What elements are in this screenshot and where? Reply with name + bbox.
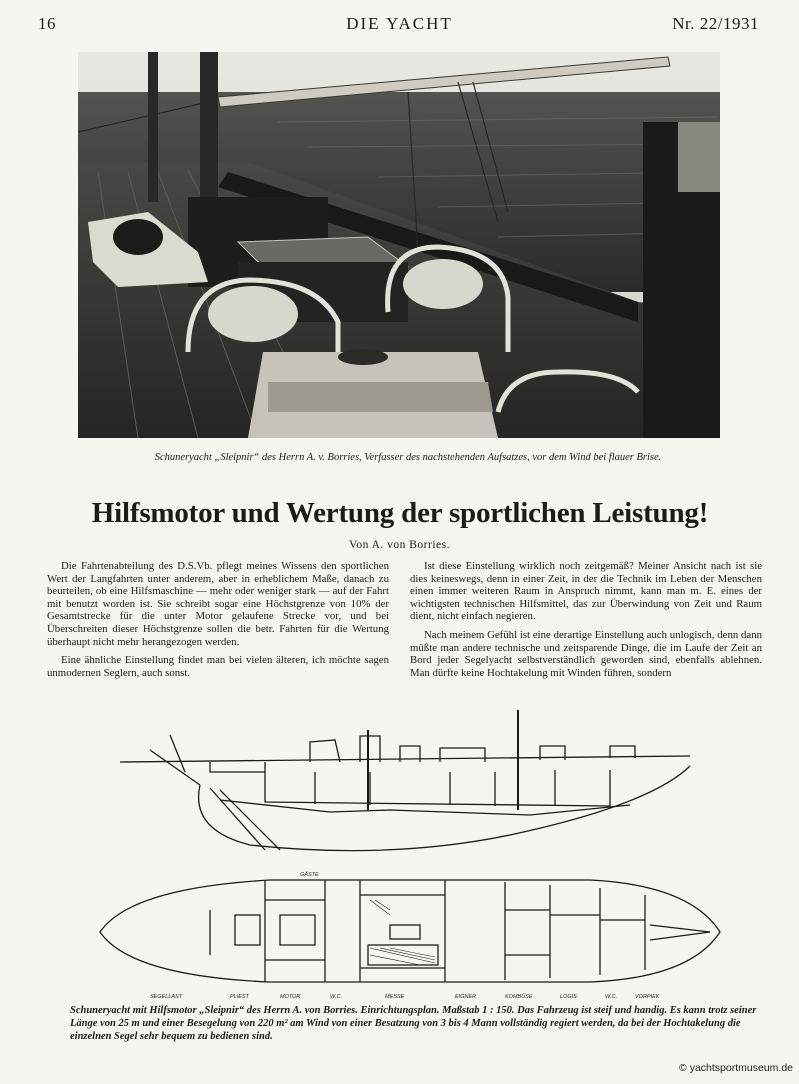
photo-caption: Schuneryacht „Sleipnir“ des Herrn A. v. Borries, Verfasser des nachstehenden Aufsatzes, vor dem Wind bei flauer Brise. [154,452,662,463]
paragraph: Nach meinem Gefühl ist eine derartige Einstellung auch unlogisch, denn dann müßte man andere technische und zeitsparende Dinge, die im Laufe der Zeit an Bord jeder Segelyacht selbstverständlich geworden sind, ebenfalls ablehnen. Man dürfte keine Hochtakelung mit Winden führen, sondern [410,628,762,679]
article-byline: Von A. von Borries. [349,539,450,551]
plan-label-gaste: GÄSTE [300,872,319,878]
paragraph: Ist diese Einstellung wirklich noch zeitgemäß? Meiner Ansicht nach ist sie dies keineswegs, denn in einer Zeit, in der die Technik im Leben der Menschen einen immer weiteren Raum in Anspruch nimmt, kann man m. E. eines der wichtigsten technischen Hilfsmittel, das zur Überwindung von Zeit und Raum dient, nicht einfach negieren. [410,560,762,623]
deck-photo [78,52,720,438]
plan-label-wc-bow: W.C. [605,994,618,1000]
plan-label-vorpiek: VORPIEK [635,994,660,1000]
issue-number: Nr. 22/1931 [672,14,759,33]
magazine-title: DIE YACHT [346,14,453,33]
paragraph: Die Fahrtenabteilung des D.S.Vb. pflegt meines Wissens den sportlichen Wert der Langfahrten unter anderem, aber in erheblichem Maße, danach zu beurteilen, ob eine Hilfsmaschine — mehr oder weniger stark — auf der Fahrt mit benutzt worden ist. Sie schreibt sogar eine Höchstgrenze von 10% der Gesamtstrecke für die unter Motor gelaufene Strecke vor, und bei Überschreiten dieser Höchstgrenze sollen die betr. Fahrten für die Wertung überhaupt nicht mehr herangezogen werden. [47,560,389,648]
plan-label-logis: LOGIS [560,994,577,1000]
plan-caption: Schuneryacht mit Hilfsmotor „Sleipnir“ des Herrn A. von Borries. Einrichtungsplan. Maßstab 1 : 150. Das Fahrzeug ist steif und handig. Es kann trotz seiner Länge von 25 m und einer Besegelung von 220 m² am Wind von einer Besatzung von 3 bis 4 Mann vollständig regiert werden, da bei der Hochtakelung die einzelnen Segel sehr bequem zu bedienen sind. [70,1005,757,1042]
plan-label-pliest: PLIEST [230,994,249,1000]
plan-label-kombuse: KOMBÜSE [505,994,533,1000]
watermark: © yachtsportmuseum.de [679,1062,793,1074]
plan-label-messe: MESSE [385,994,405,1000]
article-column-right [410,560,762,685]
page-number: 16 [38,14,56,33]
article-headline: Hilfsmotor und Wertung der sportlichen Leistung! [91,497,709,529]
plan-label-eigner: EIGNER [455,994,477,1000]
plan-label-wc: W.C. [330,994,343,1000]
article-column-left [47,560,389,685]
paragraph: Eine ähnliche Einstellung findet man bei vielen älteren, ich möchte sagen unmodernen Seglern, auch sonst. [47,654,389,679]
plan-label-motor: MOTOR [280,994,301,1000]
plan-label-segellast: SEGELLAST [150,994,183,1000]
yacht-plan-drawing [90,710,730,1000]
